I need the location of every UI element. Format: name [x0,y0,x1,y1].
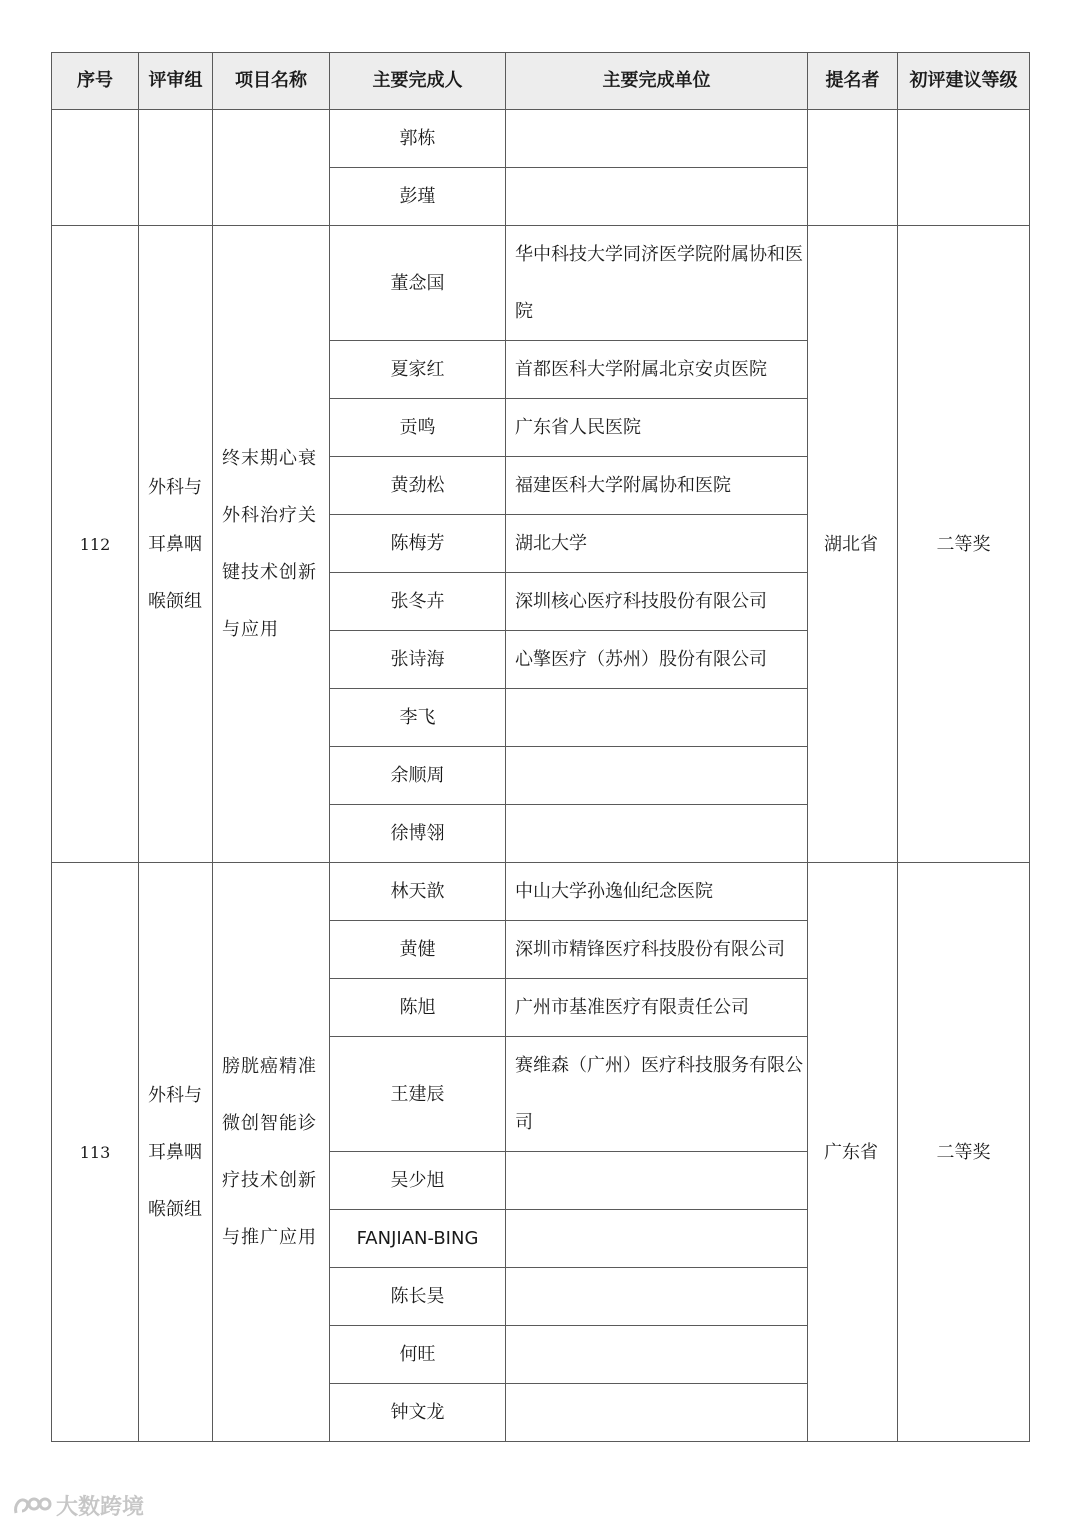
project-cell: 终末期心衰外科治疗关键技术创新与应用 [213,226,330,863]
serial-cell: 112 [52,226,139,863]
person-cell: 黄劲松 [330,457,506,515]
group-cell: 外科与耳鼻咽喉颌组 [139,226,213,863]
header-project: 项目名称 [213,53,330,110]
unit-cell: 深圳市精锋医疗科技股份有限公司 [506,921,808,979]
group-cell [139,110,213,226]
header-row [52,53,1030,110]
unit-cell [506,805,808,863]
header-serial: 序号 [52,53,139,110]
nominator-cell [808,110,898,226]
unit-cell: 中山大学孙逸仙纪念医院 [506,863,808,921]
nominator-cell: 广东省 [808,863,898,1442]
unit-cell: 广东省人民医院 [506,399,808,457]
person-cell: 李飞 [330,689,506,747]
table-row [52,863,1030,921]
unit-cell: 赛维森（广州）医疗科技服务有限公司 [506,1037,808,1152]
person-cell: 郭栋 [330,110,506,168]
person-cell: 徐博翎 [330,805,506,863]
person-cell: 陈长昊 [330,1268,506,1326]
nominator-cell: 湖北省 [808,226,898,863]
header-nominator: 提名者 [808,53,898,110]
person-cell: 吴少旭 [330,1152,506,1210]
serial-cell [52,110,139,226]
unit-cell [506,1326,808,1384]
brand-logo-icon [12,1493,52,1519]
unit-cell: 福建医科大学附属协和医院 [506,457,808,515]
unit-cell [506,747,808,805]
unit-cell [506,1210,808,1268]
header-grade: 初评建议等级 [898,53,1030,110]
grade-cell: 二等奖 [898,863,1030,1442]
serial-cell: 113 [52,863,139,1442]
person-cell: 董念国 [330,226,506,341]
grade-cell: 二等奖 [898,226,1030,863]
person-cell: 彭瑾 [330,168,506,226]
person-cell: 陈旭 [330,979,506,1037]
person-cell: 贡鸣 [330,399,506,457]
unit-cell: 广州市基准医疗有限责任公司 [506,979,808,1037]
table-row [52,110,1030,168]
watermark [12,1490,144,1521]
person-cell: 王建辰 [330,1037,506,1152]
person-cell: FANJIAN-BING [330,1210,506,1268]
unit-cell [506,689,808,747]
person-cell: 夏家红 [330,341,506,399]
unit-cell: 心擎医疗（苏州）股份有限公司 [506,631,808,689]
person-cell: 张冬卉 [330,573,506,631]
unit-cell [506,110,808,168]
person-cell: 何旺 [330,1326,506,1384]
group-cell: 外科与耳鼻咽喉颌组 [139,863,213,1442]
header-group: 评审组 [139,53,213,110]
header-persons: 主要完成人 [330,53,506,110]
unit-cell [506,1384,808,1442]
person-cell: 钟文龙 [330,1384,506,1442]
header-units: 主要完成单位 [506,53,808,110]
person-cell: 林天歆 [330,863,506,921]
unit-cell [506,1268,808,1326]
person-cell: 张诗海 [330,631,506,689]
project-cell: 膀胱癌精准微创智能诊疗技术创新与推广应用 [213,863,330,1442]
award-table [51,52,1030,1442]
table-row [52,226,1030,341]
grade-cell [898,110,1030,226]
person-cell: 黄健 [330,921,506,979]
unit-cell: 湖北大学 [506,515,808,573]
unit-cell [506,168,808,226]
unit-cell: 首都医科大学附属北京安贞医院 [506,341,808,399]
watermark-text: 大数跨境 [56,1495,145,1520]
unit-cell [506,1152,808,1210]
person-cell: 陈梅芳 [330,515,506,573]
person-cell: 余顺周 [330,747,506,805]
project-cell [213,110,330,226]
unit-cell: 深圳核心医疗科技股份有限公司 [506,573,808,631]
unit-cell: 华中科技大学同济医学院附属协和医院 [506,226,808,341]
